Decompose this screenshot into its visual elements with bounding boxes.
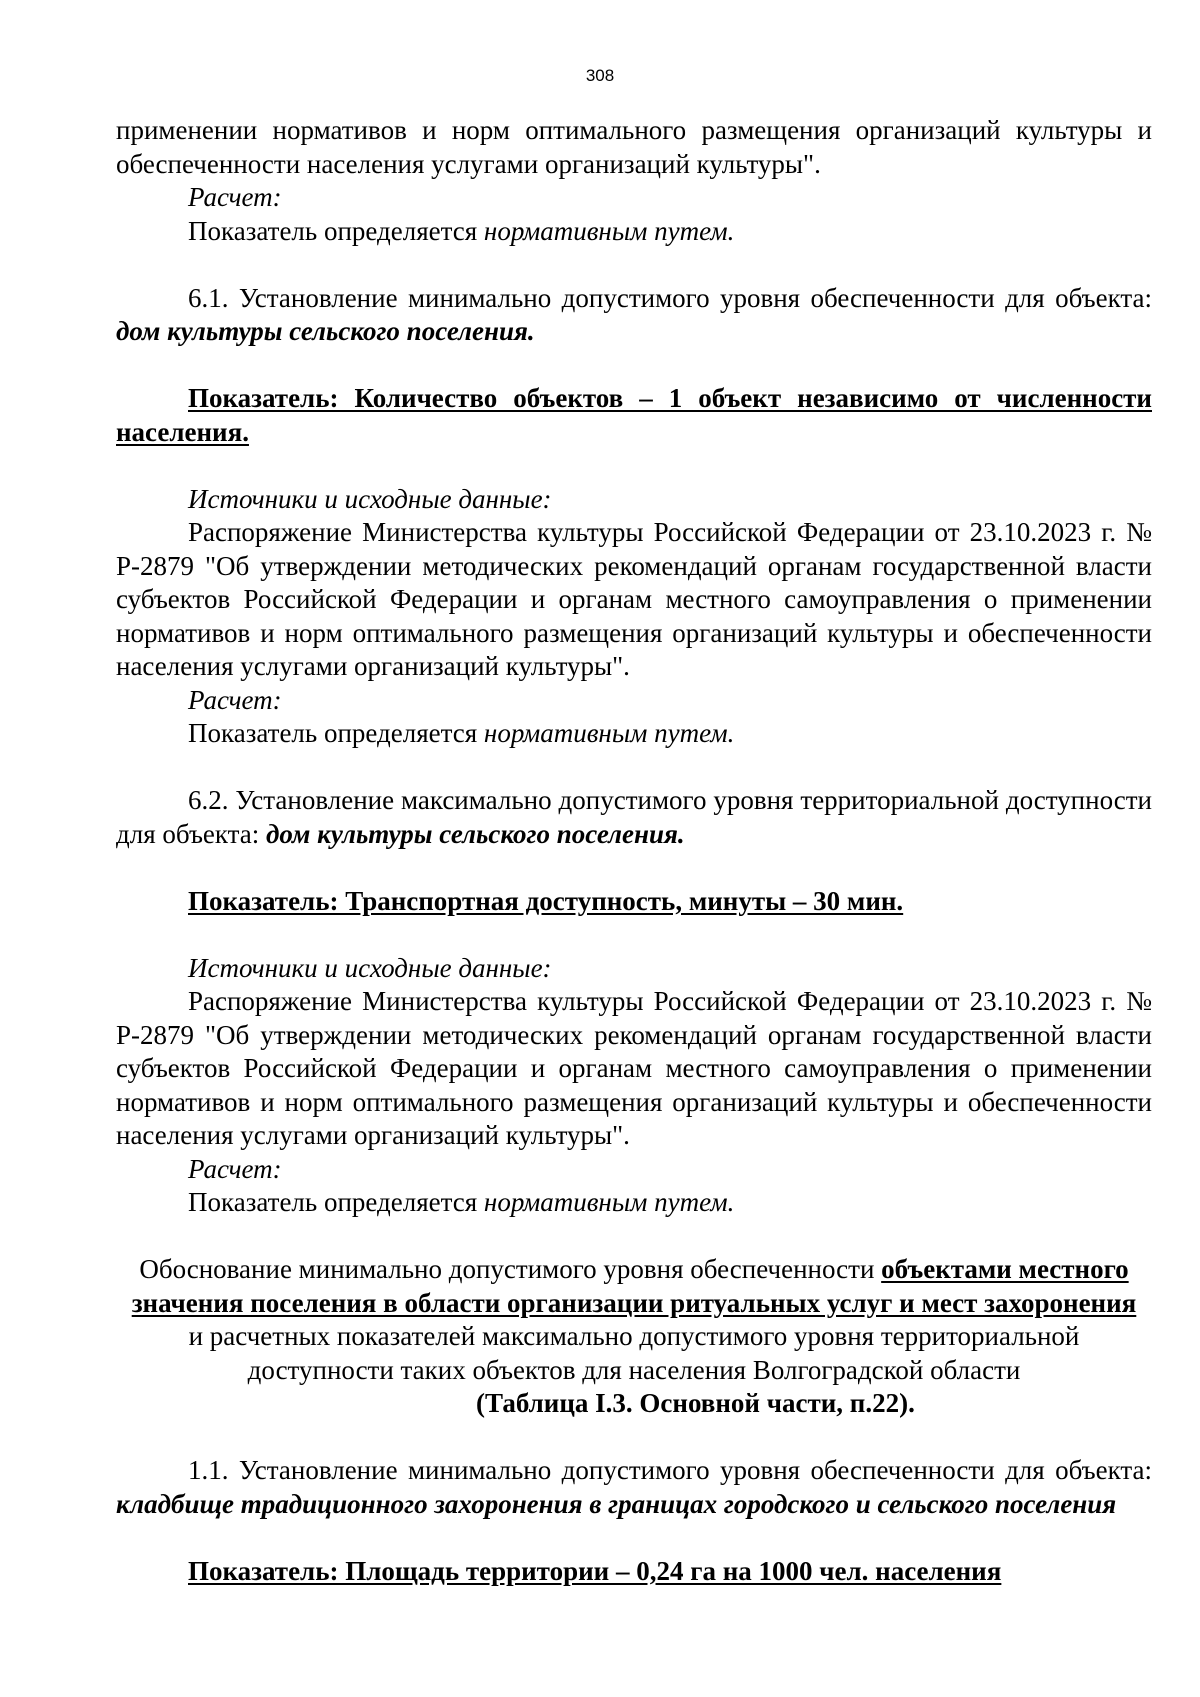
section-6-2-object: дом культуры сельского поселения. xyxy=(266,818,685,849)
section-1-1-object: кладбище традиционного захоронения в границах городского и сельского поселения xyxy=(116,1488,1117,1519)
section-6-2-indicator: Показатель: Транспортная доступность, минуты – 30 мин. xyxy=(188,885,904,916)
section-6-1-object: дом культуры сельского поселения. xyxy=(116,316,535,346)
section-6-1-intro-text: 6.1. Установление минимально допустимого уровня обеспеченности для объекта: xyxy=(188,282,1152,313)
section-6-2-sources-label: Источники и исходные данные: xyxy=(188,952,552,983)
continuation-line-1: применении нормативов и норм оптимального размещения организаций культуры и xyxy=(116,115,1152,145)
section-1-1-intro-text: 1.1. Установление минимально допустимого уровня обеспеченности для объекта: xyxy=(188,1455,1152,1485)
section-6-1-intro xyxy=(116,282,1152,349)
section-6-1-calc-label: Расчет: xyxy=(188,684,282,715)
justification-part-3: и расчетных показателей максимально допустимого уровня территориальной доступности таких объектов для населения Волгоградской области xyxy=(188,1321,1080,1385)
section-6-1-source-text: Распоряжение Министерства культуры Российской Федерации от 23.10.2023 г. № Р-2879 "Об утверждении методических рекомендаций органам государственной власти субъектов Российской Федерации и органам местного самоуправления о применении нормативов и норм оптимального размещения организаций культуры и обеспеченности населения услугами организаций культуры". xyxy=(116,517,1152,681)
section-6-1-calc-text xyxy=(116,717,1152,751)
justification-heading xyxy=(116,1253,1152,1387)
section-6-2-intro-text: 6.2. Установление максимально допустимого уровня территориальной доступности для объекта: xyxy=(116,785,1152,849)
calc-label: Расчет: xyxy=(188,182,282,212)
calc-method: нормативным путем. xyxy=(483,215,735,246)
section-6-2-calc-label: Расчет: xyxy=(188,1153,282,1184)
justification-part-2: объектами местного значения поселения в области организации ритуальных услуг и мест захоронения xyxy=(131,1254,1137,1318)
section-6-1-indicator: Показатель: Количество объектов – 1 объект независимо от численности населения. xyxy=(116,383,1152,447)
section-6-2-intro xyxy=(116,784,1152,851)
section-6-2-calc-plain: Показатель определяется xyxy=(188,1187,484,1217)
continuation-line-2: обеспеченности населения услугами организаций культуры". xyxy=(116,148,821,179)
section-6-1-calc-method: нормативным путем. xyxy=(483,718,735,748)
calc-text-plain: Показатель определяется xyxy=(188,215,484,246)
page-content xyxy=(116,114,1152,1588)
justification-part-1: Обоснование минимально допустимого уровня обеспеченности xyxy=(139,1254,882,1284)
section-6-2-calc-method: нормативным путем. xyxy=(483,1187,735,1217)
page-number: 308 xyxy=(585,66,615,85)
justification-table-ref: (Таблица I.3. Основной части, п.22). xyxy=(476,1388,915,1418)
section-6-2-source-text: Распоряжение Министерства культуры Российской Федерации от 23.10.2023 г. № Р-2879 "Об утверждении методических рекомендаций органам государственной власти субъектов Российской Федерации и органам местного самоуправления о применении нормативов и норм оптимального размещения организаций культуры и обеспеченности населения услугами организаций культуры". xyxy=(116,986,1152,1150)
section-6-2-calc-text xyxy=(116,1186,1152,1220)
calc-text xyxy=(116,215,1152,249)
section-6-1-sources-label: Источники и исходные данные: xyxy=(188,483,552,514)
section-6-1-calc-plain: Показатель определяется xyxy=(188,718,484,748)
section-1-1-indicator: Показатель: Площадь территории – 0,24 га на 1000 чел. населения xyxy=(188,1555,1002,1586)
section-1-1-intro xyxy=(116,1454,1152,1521)
